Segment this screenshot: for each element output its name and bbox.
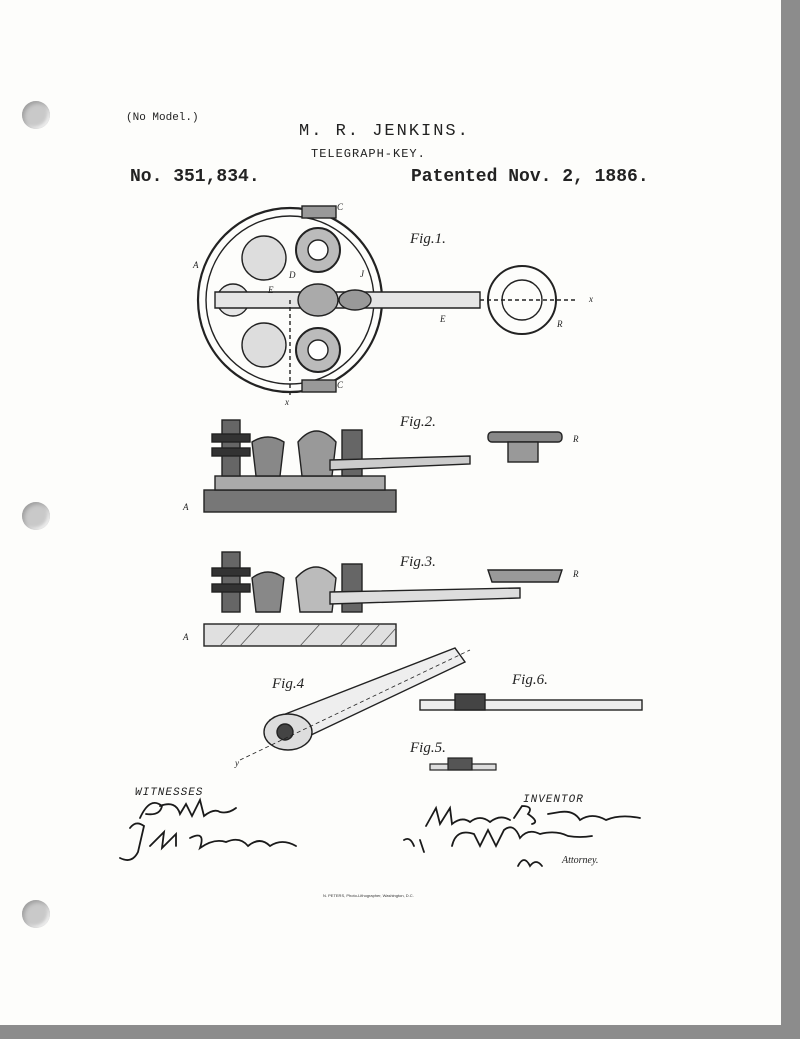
fig-5-label: Fig.5.	[410, 740, 446, 756]
fig-3-label: Fig.3.	[400, 554, 436, 570]
fig-2-label: Fig.2.	[400, 414, 436, 430]
attorney-signature	[404, 827, 592, 852]
witnesses-label: WITNESSES	[135, 787, 204, 799]
printer-credit: N. PETERS, Photo-Lithographer, Washington, D.C.	[323, 893, 414, 898]
svg-text:A: A	[183, 502, 189, 512]
inventor-label: INVENTOR	[523, 794, 584, 806]
fig-1-label: Fig.1.	[410, 231, 446, 247]
his-handwriting	[518, 860, 542, 866]
svg-text:R: R	[573, 569, 579, 579]
no-model-note: (No Model.)	[126, 112, 199, 124]
svg-text:A: A	[183, 632, 189, 642]
punch-hole-bottom	[22, 900, 50, 928]
scanner-edge-right	[781, 0, 800, 1039]
svg-text:E: E	[268, 285, 274, 295]
svg-text:C: C	[337, 202, 344, 212]
document-title: TELEGRAPH-KEY.	[311, 147, 426, 161]
inventor-signature	[426, 806, 640, 826]
svg-text:y: y	[235, 758, 239, 768]
inventor-name-heading: M. R. JENKINS.	[299, 122, 470, 141]
svg-text:D: D	[289, 270, 296, 280]
svg-text:J: J	[360, 269, 364, 279]
svg-text:C: C	[337, 380, 344, 390]
fig-4-label: Fig.4	[272, 676, 305, 692]
svg-text:R: R	[557, 319, 563, 329]
svg-text:A: A	[193, 260, 199, 270]
attorney-label: Attorney.	[562, 855, 599, 866]
witness-2-signature	[120, 823, 296, 860]
patent-date: Patented Nov. 2, 1886.	[411, 167, 649, 187]
svg-text:R: R	[573, 434, 579, 444]
svg-text:x: x	[589, 294, 593, 304]
patent-number: No. 351,834.	[130, 167, 260, 187]
scanner-edge-bottom	[0, 1025, 800, 1039]
svg-text:x: x	[285, 397, 289, 407]
fig-6-label: Fig.6.	[512, 672, 548, 688]
svg-text:E: E	[440, 314, 446, 324]
witness-1-signature	[140, 800, 236, 818]
